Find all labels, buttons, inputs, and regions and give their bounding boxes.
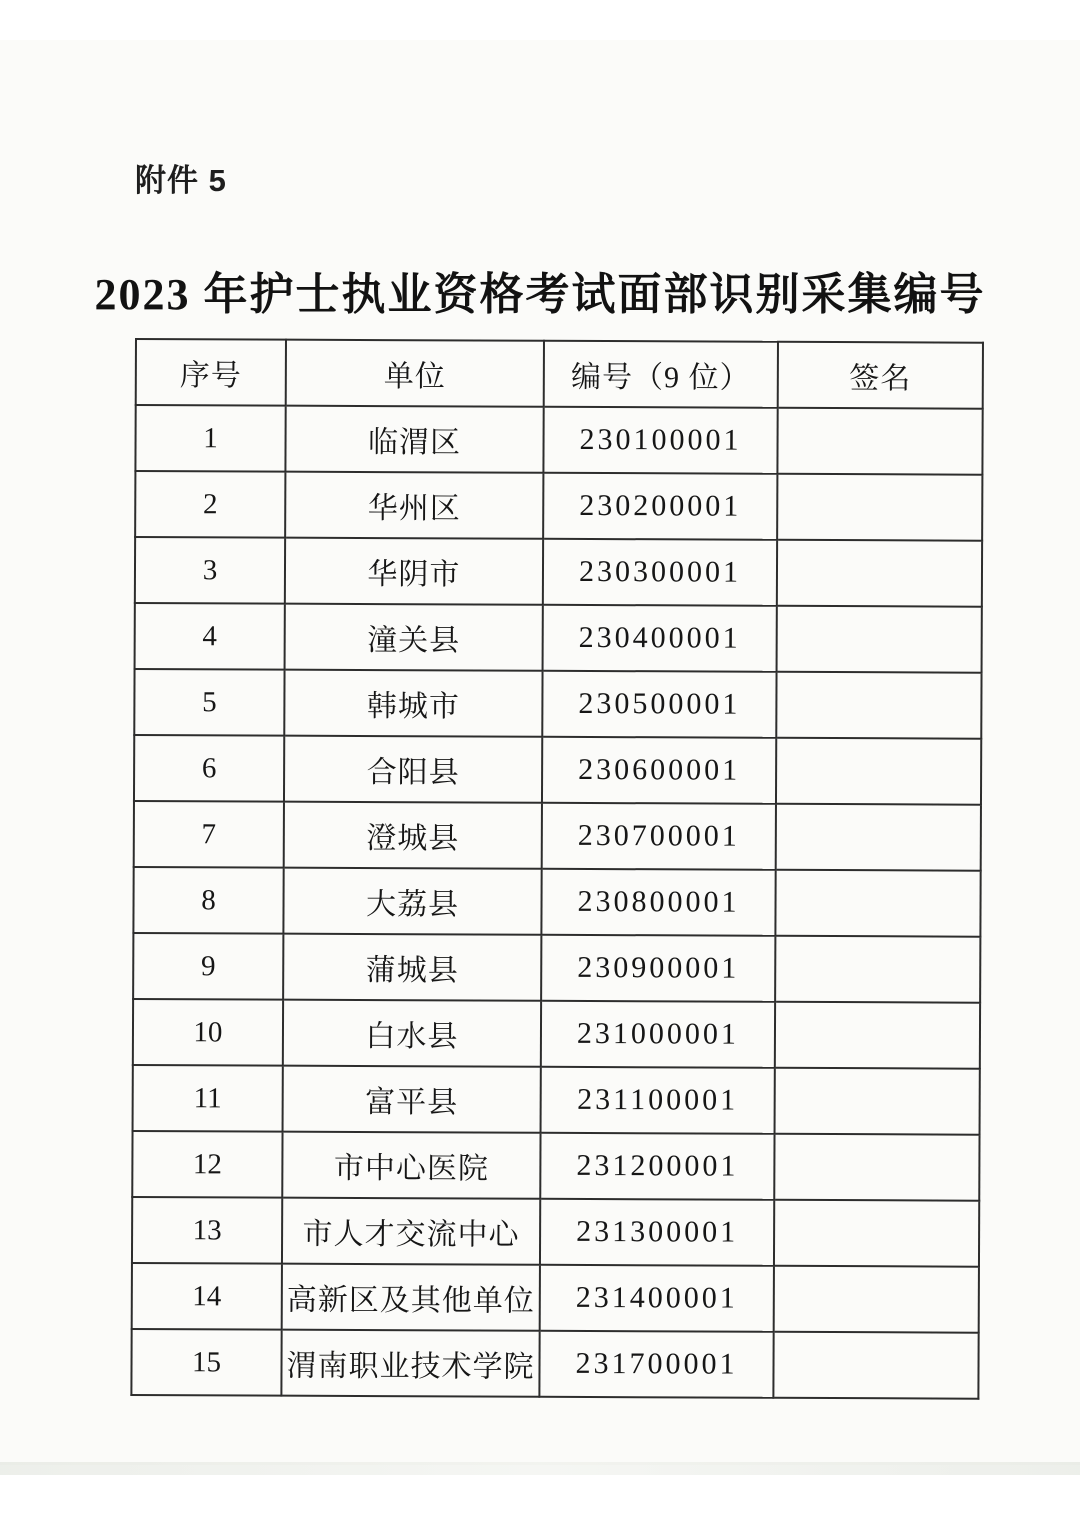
table-header-row <box>136 339 983 409</box>
unit-cell: 合阳县 <box>284 736 542 803</box>
code-cell: 231200001 <box>540 1133 774 1200</box>
table-row <box>135 405 982 475</box>
signature-cell <box>775 936 980 1003</box>
table-row <box>135 537 982 607</box>
signature-cell <box>776 804 981 871</box>
code-cell: 230900001 <box>541 935 775 1002</box>
row-number-cell: 9 <box>133 933 283 1000</box>
signature-cell <box>773 1332 978 1399</box>
header-signature: 签名 <box>778 342 983 409</box>
code-cell: 230600001 <box>542 737 776 804</box>
row-number-cell: 15 <box>131 1329 281 1396</box>
page-title: 2023 年护士执业资格考试面部识别采集编号 <box>94 270 986 319</box>
signature-cell <box>775 1002 980 1069</box>
unit-cell: 富平县 <box>283 1066 541 1133</box>
table-row <box>132 1131 979 1201</box>
table-row <box>131 1329 978 1399</box>
row-number-cell: 4 <box>135 603 285 670</box>
code-cell: 231000001 <box>541 1001 775 1068</box>
code-cell: 230700001 <box>542 803 776 870</box>
signature-cell <box>775 1068 980 1135</box>
row-number-cell: 5 <box>134 669 284 736</box>
table-row <box>133 999 980 1069</box>
row-number-cell: 6 <box>134 735 284 802</box>
code-cell: 230100001 <box>543 407 777 474</box>
signature-cell <box>777 474 982 541</box>
header-unit: 单位 <box>286 340 544 407</box>
code-cell: 231700001 <box>539 1331 773 1398</box>
unit-cell: 华阴市 <box>285 538 543 605</box>
unit-cell: 蒲城县 <box>283 934 541 1001</box>
unit-cell: 市人才交流中心 <box>282 1198 540 1265</box>
signature-cell <box>774 1134 979 1201</box>
table-body <box>131 405 982 1399</box>
code-cell: 230200001 <box>543 473 777 540</box>
row-number-cell: 10 <box>133 999 283 1066</box>
code-cell: 231100001 <box>541 1067 775 1134</box>
table-row <box>134 735 981 805</box>
attachment-label: 附件 5 <box>135 163 227 198</box>
signature-cell <box>777 540 982 607</box>
unit-cell: 临渭区 <box>285 406 543 473</box>
signature-cell <box>776 672 981 739</box>
table-row <box>134 669 981 739</box>
code-cell: 231400001 <box>540 1265 774 1332</box>
unit-cell: 华州区 <box>285 472 543 539</box>
table-row <box>135 471 982 541</box>
row-number-cell: 13 <box>132 1197 282 1264</box>
code-cell: 230400001 <box>543 605 777 672</box>
code-cell: 231300001 <box>540 1199 774 1266</box>
table-header <box>136 339 983 409</box>
signature-cell <box>777 606 982 673</box>
row-number-cell: 7 <box>134 801 284 868</box>
unit-cell: 澄城县 <box>284 802 542 869</box>
row-number-cell: 12 <box>132 1131 282 1198</box>
unit-cell: 白水县 <box>283 1000 541 1067</box>
signature-cell <box>774 1266 979 1333</box>
row-number-cell: 2 <box>135 471 285 538</box>
collection-number-table <box>130 338 984 1400</box>
header-serial-number: 序号 <box>136 339 286 406</box>
table-row <box>132 1263 979 1333</box>
unit-cell: 潼关县 <box>285 604 543 671</box>
table-row <box>135 603 982 673</box>
unit-cell: 韩城市 <box>284 670 542 737</box>
unit-cell: 大荔县 <box>283 868 541 935</box>
table-row <box>133 1065 980 1135</box>
signature-cell <box>775 870 980 937</box>
code-cell: 230500001 <box>542 671 776 738</box>
code-cell: 230800001 <box>541 869 775 936</box>
table-row <box>133 933 980 1003</box>
table-row <box>134 801 981 871</box>
row-number-cell: 14 <box>132 1263 282 1330</box>
unit-cell: 高新区及其他单位 <box>282 1264 540 1331</box>
row-number-cell: 8 <box>133 867 283 934</box>
signature-cell <box>777 408 982 475</box>
row-number-cell: 1 <box>135 405 285 472</box>
code-cell: 230300001 <box>543 539 777 606</box>
row-number-cell: 11 <box>133 1065 283 1132</box>
signature-cell <box>776 738 981 805</box>
header-code: 编号（9 位） <box>544 341 778 408</box>
unit-cell: 渭南职业技术学院 <box>281 1330 539 1397</box>
unit-cell: 市中心医院 <box>282 1132 540 1199</box>
table-row <box>133 867 980 937</box>
signature-cell <box>774 1200 979 1267</box>
scan-artifact-band <box>0 1462 1080 1475</box>
table-row <box>132 1197 979 1267</box>
row-number-cell: 3 <box>135 537 285 604</box>
